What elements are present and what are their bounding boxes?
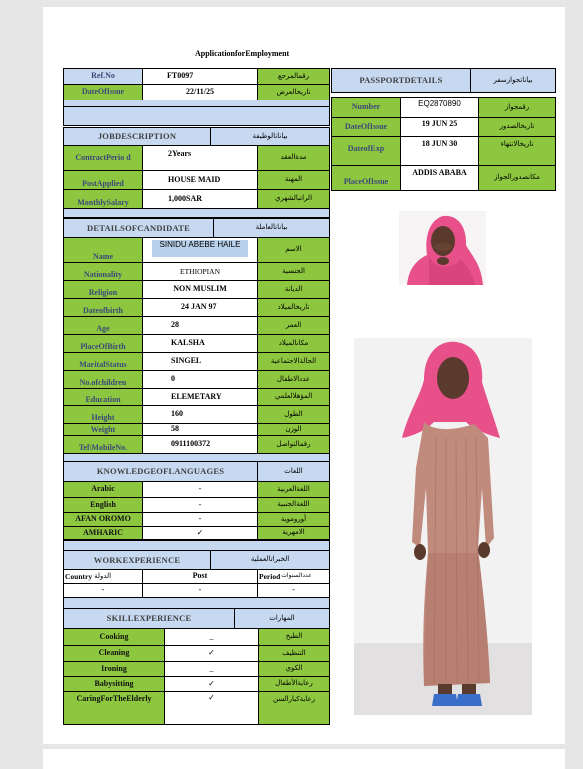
candidate-noofchildren-label-ar: عددالاطفال (257, 370, 330, 389)
skill-cleaning-value: ✓ (164, 645, 259, 662)
page-title: ApplicationforEmployment (195, 49, 290, 58)
candidate-dateofbirth-value: 24 JAN 97 (142, 298, 258, 317)
skill-caringfortheelderly-label-ar: رعايةكبارالسن (258, 691, 330, 725)
skills-header-ar: المهارات (234, 608, 330, 629)
spacer-row (63, 208, 330, 218)
candidate-religion-label-ar: الديانة (257, 280, 330, 299)
candidate-noofchildren-label: No.ofchildren (63, 370, 143, 389)
language-arabic-label-ar: اللغةالعربية (257, 481, 330, 498)
candidate-placeofbirth-value: KALSHA (142, 334, 258, 353)
work-post-value: - (142, 583, 258, 598)
passport-place-value: ADDIS ABABA (400, 165, 479, 191)
salary-label-ar: الراتبالشهري (257, 189, 330, 209)
candidate-education-value: ELEMETARY (142, 388, 258, 406)
languages-header: KNOWLEDGEOFLANGUAGES (63, 461, 258, 482)
candidate-education-label-ar: المؤهلالعلمي (257, 388, 330, 406)
passport-number-label-ar: رقمجواز (478, 97, 556, 118)
language-afanoromo-value: - (142, 512, 258, 527)
name-highlight: SINIDU ABEBE HAILE (152, 240, 248, 257)
work-period-col (257, 569, 330, 584)
spacer-row (63, 106, 330, 126)
post-applied-label: PostApplied (63, 170, 143, 190)
post-applied-value: HOUSE MAID (142, 170, 258, 190)
candidate-name-label: Name (63, 237, 143, 263)
language-english-label-ar: اللغةالجنبية (257, 497, 330, 513)
work-country-col (63, 569, 143, 584)
candidate-nationality-value: ETHIOPIAN (142, 262, 258, 281)
candidate-age-value: 28 (142, 316, 258, 335)
passport-issue-label: DateOfIssue (331, 117, 401, 137)
passport-place-label: PlaceOfIssue (331, 165, 401, 191)
date-issue-label-ar: تاريخالعرض (257, 84, 330, 101)
contract-period-value: 2Years (142, 145, 258, 171)
full-body-image (354, 338, 532, 715)
passport-issue-label-ar: تاريخالصدور (478, 117, 556, 137)
candidate-nationality-label: Nationality (63, 262, 143, 281)
work-country-value: - (63, 583, 143, 598)
candidate-weight-label: Weight (63, 423, 143, 436)
language-english-label: English (63, 497, 143, 513)
candidate-height-value: 160 (142, 405, 258, 424)
contract-period-label: ContractPerio d (63, 145, 143, 171)
salary-label: MonthlySalary (63, 189, 143, 209)
work-period-value: - (257, 583, 330, 598)
passport-header-ar: بياناتجوازسفر (470, 68, 556, 93)
passport-exp-label: DateofExp (331, 136, 401, 166)
candidate-nationality-label-ar: الجنسية (257, 262, 330, 281)
passport-place-label-ar: مكانصدورالجواز (478, 165, 556, 191)
passport-number-value: EQ2870890 (400, 97, 479, 118)
candidate-dateofbirth-label-ar: تاريخالميلاد (257, 298, 330, 317)
language-arabic-value: - (142, 481, 258, 498)
candidate-noofchildren-value: 0 (142, 370, 258, 389)
candidate-religion-value: NON MUSLIM (142, 280, 258, 299)
candidate-weight-value: 58 (142, 423, 258, 436)
date-issue-label: DateOfIssue (63, 84, 143, 101)
language-afanoromo-label-ar: أوروموية (257, 512, 330, 527)
skill-ironing-label: Ironing (63, 661, 165, 677)
candidate-maritalstatus-value: SINGEL (142, 352, 258, 371)
skills-header: SKILLEXPERIENCE (63, 608, 235, 629)
candidate-maritalstatus-label-ar: الحالةالاجتماعية (257, 352, 330, 371)
candidate-dateofbirth-label: Dateofbirth (63, 298, 143, 317)
skill-caringfortheelderly-label: CaringForTheElderly (63, 691, 165, 725)
passport-number-label: Number (331, 97, 401, 118)
salary-value: 1,000SAR (142, 189, 258, 209)
candidate-telmobileno-label: Tel\MobileNo. (63, 435, 143, 454)
candidate-age-label: Age (63, 316, 143, 335)
candidate-header-ar: بياناتالعاملة (213, 218, 330, 238)
candidate-name-value (142, 237, 258, 263)
passport-issue-value: 19 JUN 25 (400, 117, 479, 137)
work-header: WORKEXPERIENCE (63, 550, 211, 570)
ref-label: Ref.No (63, 68, 143, 85)
skill-ironing-label-ar: الكوي (258, 661, 330, 677)
passport-exp-value: 18 JUN 30 (400, 136, 479, 166)
passport-exp-label-ar: تاريخالانتهاء (478, 136, 556, 166)
candidate-telmobileno-label-ar: رقمالتواصل (257, 435, 330, 454)
skill-ironing-value: _ (164, 661, 259, 677)
candidate-telmobileno-value: 0911100372 (142, 435, 258, 454)
language-english-value: - (142, 497, 258, 513)
post-applied-label-ar: المهنة (257, 170, 330, 190)
work-country-col-label: Country (65, 571, 93, 581)
candidate-placeofbirth-label: PlaceOfBirth (63, 334, 143, 353)
language-amharic-label-ar: الامهرية (257, 526, 330, 540)
next-page (43, 749, 565, 769)
ref-label-ar: رقمالمرجع (257, 68, 330, 85)
skill-cooking-label-ar: الطبخ (258, 628, 330, 646)
full-body-photo (354, 338, 532, 715)
candidate-placeofbirth-label-ar: مكانالميلاد (257, 334, 330, 353)
skill-cleaning-label-ar: التنظيف (258, 645, 330, 662)
skill-cleaning-label: Cleaning (63, 645, 165, 662)
skill-babysitting-label-ar: رعايةالأطفال (258, 676, 330, 692)
work-post-col: Post (142, 569, 258, 584)
skill-babysitting-label: Babysitting (63, 676, 165, 692)
candidate-header: DETAILSOFCANDIDATE (63, 218, 214, 238)
candidate-maritalstatus-label: MaritalStatus (63, 352, 143, 371)
language-amharic-value: ✓ (142, 526, 258, 540)
languages-header-ar: اللغات (257, 461, 330, 482)
candidate-age-label-ar: العمر (257, 316, 330, 335)
work-country-col-label-ar: الدولة (94, 571, 112, 580)
work-period-col-label: Period (259, 571, 281, 581)
portrait-photo (399, 211, 486, 285)
work-period-col-label-ar: عددالسنوات (281, 572, 312, 580)
candidate-weight-label-ar: الوزن (257, 423, 330, 436)
candidate-education-label: Education (63, 388, 143, 406)
date-issue-value: 22/11/25 (142, 84, 258, 101)
ref-value: FT0097 (142, 68, 258, 85)
candidate-religion-label: Religion (63, 280, 143, 299)
skill-babysitting-value: ✓ (164, 676, 259, 692)
job-header-ar: بياناتالوظيفة (210, 127, 330, 146)
portrait-image (399, 211, 486, 285)
skill-cooking-value: _ (164, 628, 259, 646)
candidate-name-label-ar: الاسم (257, 237, 330, 263)
passport-header: PASSPORTDETAILS (331, 68, 471, 93)
work-header-ar: الخبراتالعملية (210, 550, 330, 570)
contract-period-label-ar: مدةالعقد (257, 145, 330, 171)
language-arabic-label: Arabic (63, 481, 143, 498)
skill-caringfortheelderly-value: ✓ (164, 691, 259, 725)
skill-cooking-label: Cooking (63, 628, 165, 646)
language-afanoromo-label: AFAN OROMO (63, 512, 143, 527)
language-amharic-label: AMHARIC (63, 526, 143, 540)
candidate-height-label-ar: الطول (257, 405, 330, 424)
job-header: JOBDESCRIPTION (63, 127, 211, 146)
candidate-height-label: Height (63, 405, 143, 424)
